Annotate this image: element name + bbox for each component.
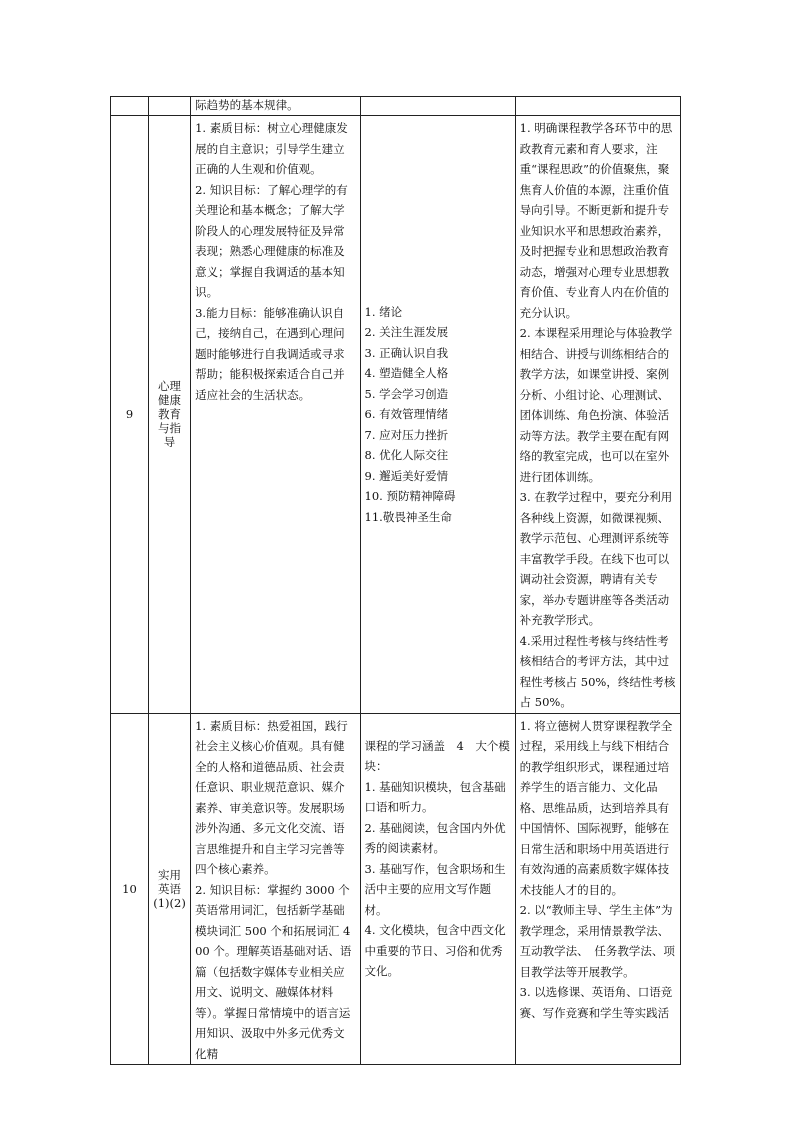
content-item: 4. 文化模块，包含中西文化中重要的节日、习俗和优秀文化。	[364, 923, 506, 978]
content-item: 课程的学习涵盖 4 大个模块：	[364, 738, 510, 773]
content-cell	[360, 97, 515, 116]
requirements-cell	[515, 116, 680, 714]
objective-paragraph: 1. 素质目标：热爱祖国，践行社会主义核心价值观。具有健全的人格和道德品质、社会责任意识、职业规范意识、媒介素养、审美意识等。发展职场涉外沟通、多元文化交流、语言思维提升和自主学习完善等四个核心素养。	[195, 718, 348, 876]
requirement-paragraph: 1. 将立德树人贯穿课程教学全过程，采用线上与线下相结合的教学组织形式，课程通过培养学生的语言能力、文化品格、思维品质，达到培养具有中国情怀、国际视野，能够在日常生活和职场中用英语进行有效沟通的高素质数字媒体技术技能人才的目的。	[519, 718, 673, 897]
objective-paragraph: 3.能力目标：能够准确认识自己，接纳自己，在遇到心理问题时能够进行自我调适或寻求帮助；能积极探索适合自己并适应社会的生活状态。	[195, 305, 345, 402]
course-name-cell: 实用英语(1)(2)	[149, 713, 191, 1065]
requirement-paragraph: 4.采用过程性考核与终结性考核相结合的考评方法，其中过程性考核占 50%，终结性考核占 50%。	[519, 633, 676, 709]
content-item: 5. 学会学习创造	[364, 386, 449, 401]
content-item: 11.敬畏神圣生命	[364, 509, 452, 524]
table-row	[111, 713, 681, 1065]
requirement-paragraph: 3. 以选修课、英语角、口语竞赛、写作竞赛和学生等实践活	[519, 985, 673, 1020]
objective-paragraph: 际趋势的基本规律。	[195, 98, 299, 112]
objectives-cell	[191, 116, 360, 714]
requirement-paragraph: 2. 以“教师主导、学生主体”为教学理念，采用情景教学法、互动教学法、 任务教学法、项目教学法等开展教学。	[519, 903, 675, 979]
requirement-paragraph: 3. 在教学过程中，要充分利用各种线上资源，如微课视频、教学示范包、心理测评系统等丰富教学手段。在线下也可以调动社会资源，聘请有关专家，举办专题讲座等各类活动补充教学形式。	[519, 490, 673, 627]
objective-paragraph: 2. 知识目标：掌握约 3000 个英语常用词汇，包括新学基础模块词汇 500 个和拓展词汇 400 个。理解英语基础对话、语篇（包括数字媒体专业相关应用文、说明文、融媒体材料等）。掌握日常情境中的语言运用知识、汲取中外多元优秀文化精	[195, 882, 352, 1061]
course-name-cell: 心理健康教育与指导	[149, 116, 191, 714]
table-row	[111, 116, 681, 714]
content-item: 1. 绪论	[364, 304, 403, 319]
row-number-cell: 9	[111, 116, 149, 714]
requirement-paragraph: 2. 本课程采用理论与体验教学相结合、讲授与训练相结合的教学方法，如课堂讲授、案例分析、小组讨论、心理测试、团体训练、角色扮演、体验活动等方法。教学主要在配有网络的教室完成，也可以在室外进行团体训练。	[519, 326, 673, 484]
content-item: 7. 应对压力挫折	[364, 427, 449, 442]
content-item: 3. 基础写作，包含职场和生活中主要的应用文写作题材。	[364, 861, 506, 917]
content-cell	[360, 116, 515, 714]
objective-paragraph: 1. 素质目标：树立心理健康发展的自主意识；引导学生建立正确的人生观和价值观。	[195, 121, 348, 176]
course-table	[110, 96, 681, 1065]
row-number-cell	[111, 97, 149, 116]
objective-paragraph: 2. 知识目标：了解心理学的有关理论和基本概念；了解大学阶段人的心理发展特征及异常表现；熟悉心理健康的标准及意义；掌握自我调适的基本知识。	[195, 182, 348, 299]
course-name-cell	[149, 97, 191, 116]
content-cell	[360, 713, 515, 1065]
requirements-cell	[515, 97, 680, 116]
objectives-cell	[191, 97, 360, 116]
row-number-cell: 10	[111, 713, 149, 1065]
table-row	[111, 97, 681, 116]
content-item: 3. 正确认识自我	[364, 345, 449, 360]
requirement-paragraph: 1. 明确课程教学各环节中的思政教育元素和育人要求，注重“课程思政”的价值聚焦，聚焦育人价值的本源，注重价值导向引导。不断更新和提升专业知识水平和思想政治素养，及时把握专业和思想政治教育动态，增强对心理专业思想教育价值、专业育人内在价值的充分认识。	[519, 121, 673, 320]
content-item: 2. 关注生涯发展	[364, 325, 449, 339]
content-item: 2. 基础阅读，包含国内外优秀的阅读素材。	[364, 820, 506, 855]
requirements-cell	[515, 713, 680, 1065]
content-item: 8. 优化人际交往	[364, 448, 449, 462]
content-item: 6. 有效管理情绪	[364, 407, 449, 421]
content-item: 4. 塑造健全人格	[364, 366, 449, 380]
objectives-cell	[191, 713, 360, 1065]
content-item: 1. 基础知识模块，包含基础口语和听力。	[364, 779, 506, 814]
content-item: 10. 预防精神障碍	[364, 489, 456, 503]
content-item: 9. 邂逅美好爱情	[364, 468, 449, 483]
